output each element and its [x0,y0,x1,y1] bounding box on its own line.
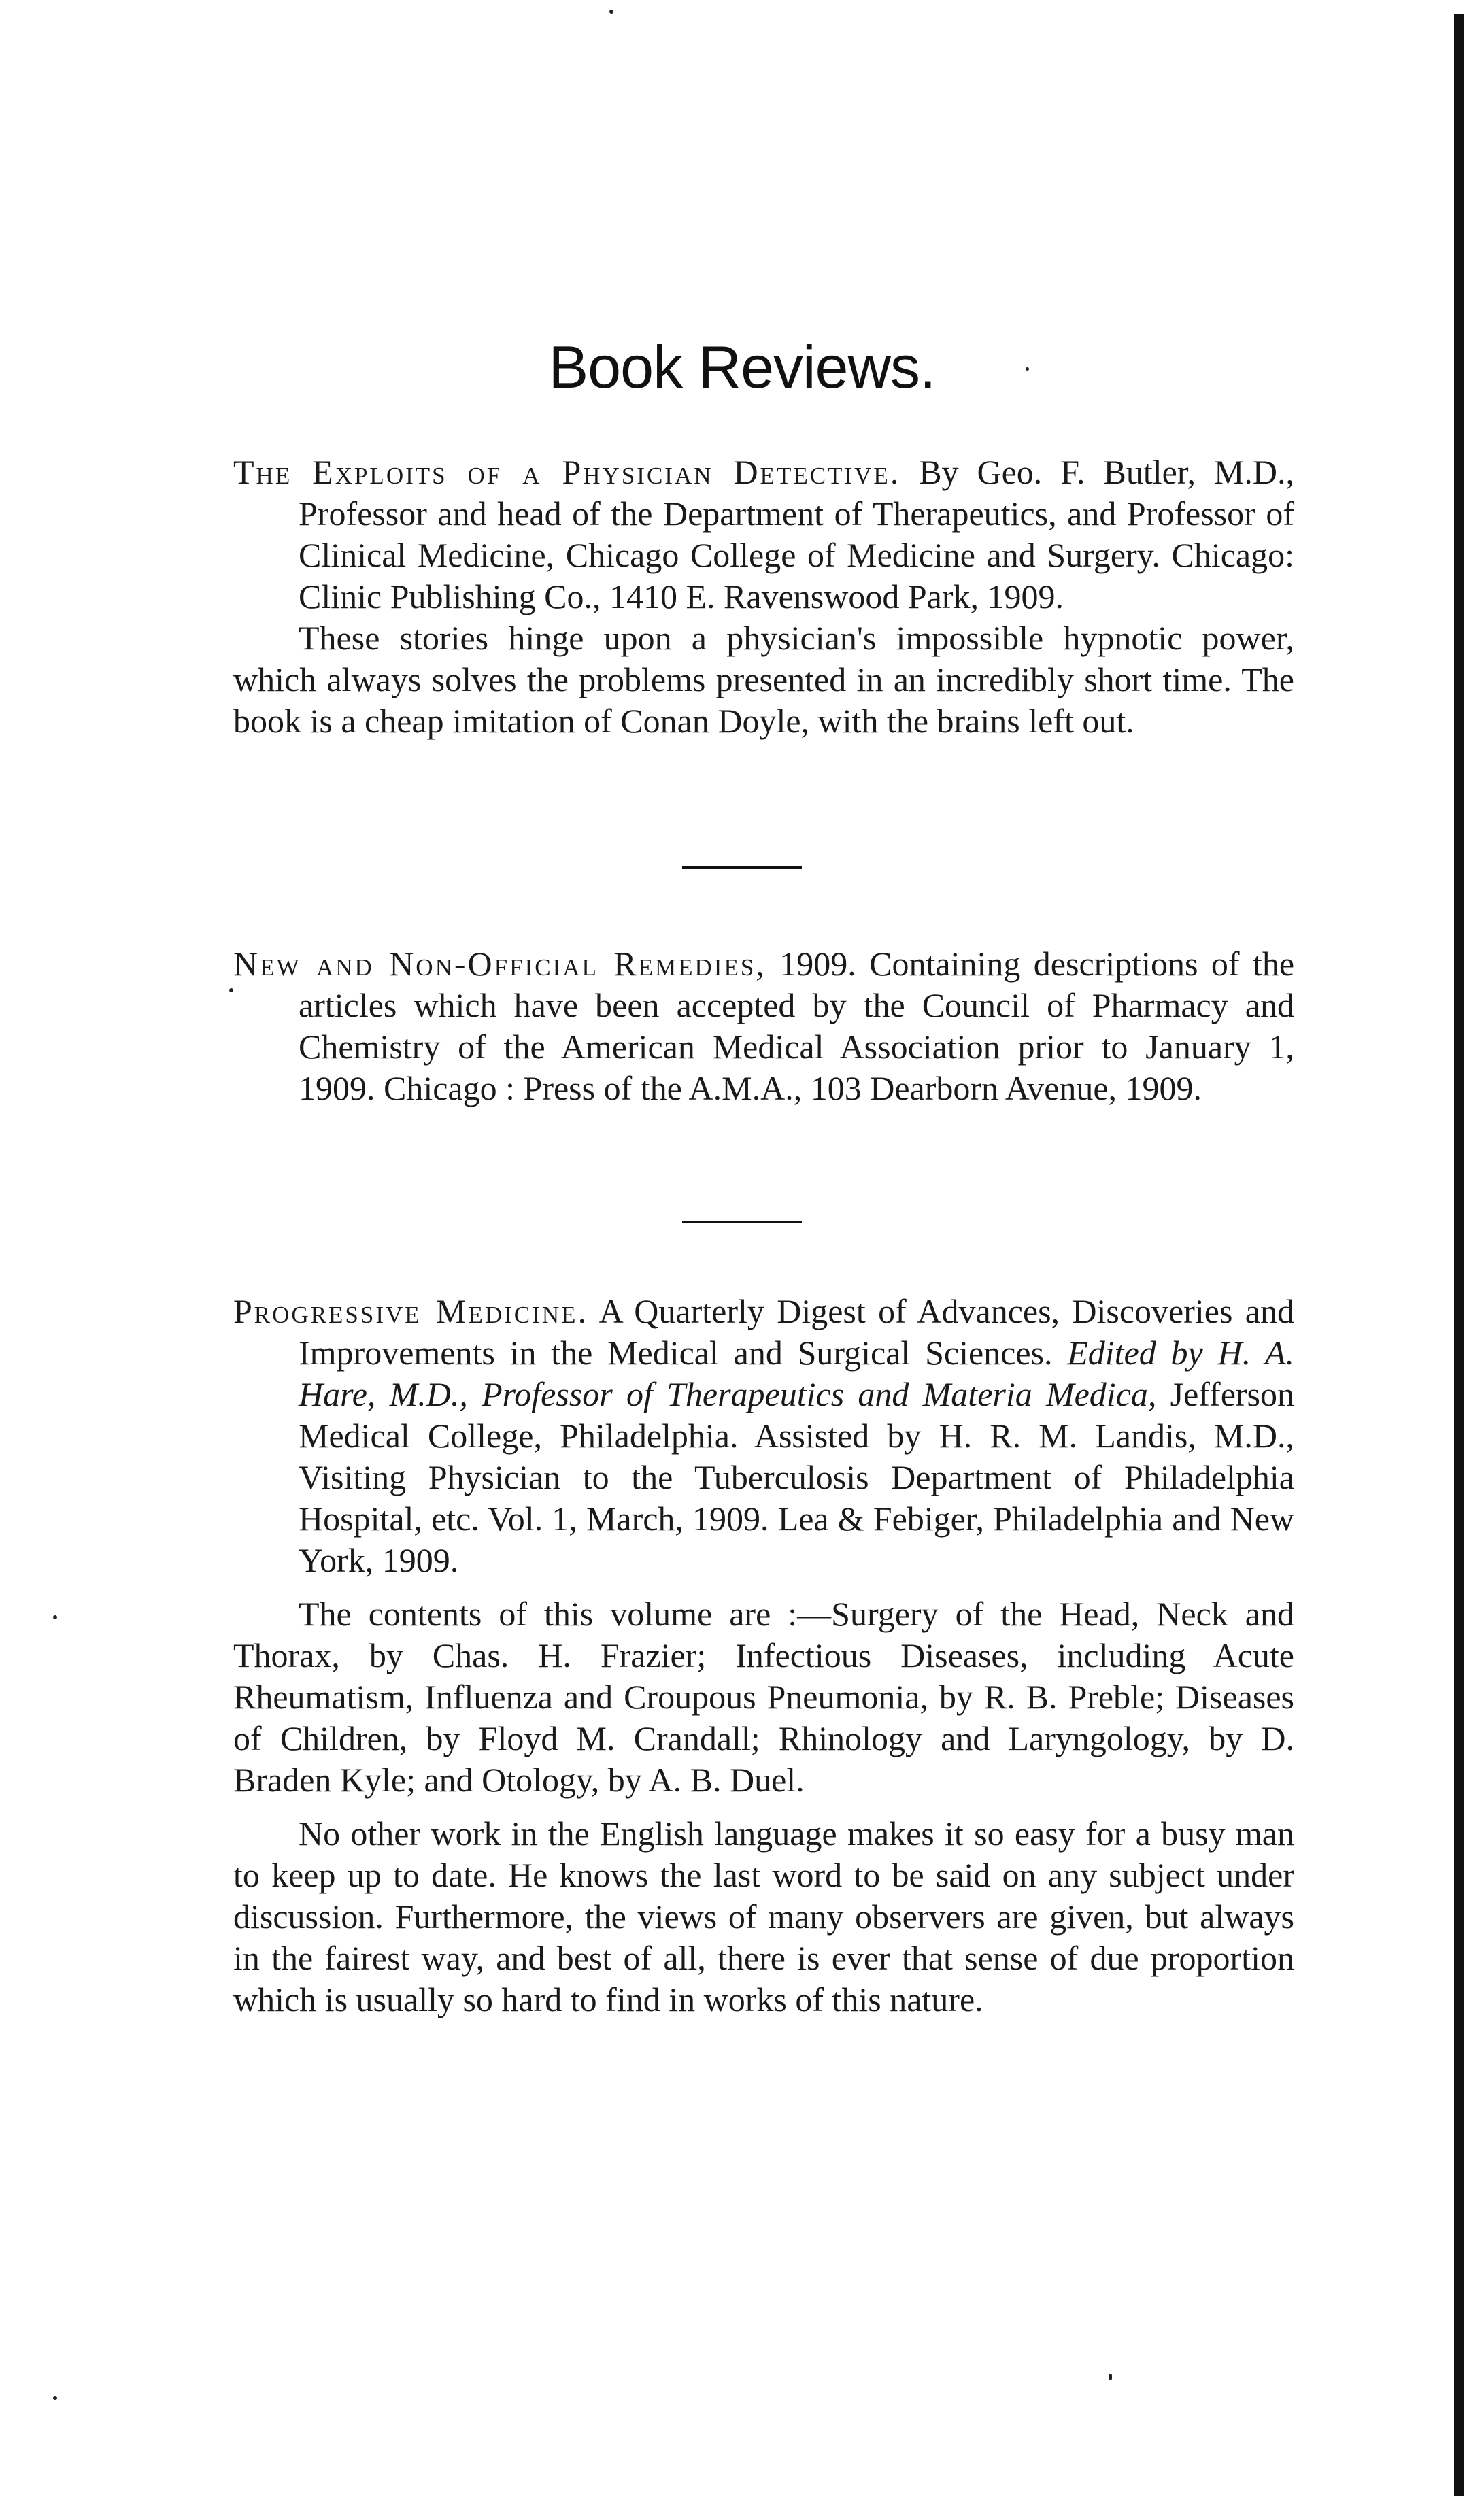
section-divider [682,1221,802,1223]
book-title: New and Non-Official Remedies, [233,945,766,983]
book-title: The Exploits of a Physician Detective. [233,453,901,491]
review-progressive-medicine [233,1291,1294,2021]
print-speck [53,1615,57,1619]
review-paragraph: No other work in the English language makes it so easy for a busy man to keep up to date. He knows the last word to be said on any subject under discussion. Furthermore, the views of many observers are given, but always in the fairest way, and best of all, there is ever that sense of due proportion which is usually so hard to find in works of this nature. [233,1814,1294,2018]
review-citation [233,1291,1294,1581]
citation-details: Jefferson Medical College, Philadelphia. Assisted by H. R. M. Landis, M.D., Visiting Physician to the Tuberculosis Department of Philadelphia Hospital, etc. Vol. 1, March, 1909. Lea & Febiger, Philadelphia and New York, 1909. [299,1375,1294,1579]
citation-details: A Quarterly Digest of Advances, Discoveries and Improvements in the Medical and Surgical Sciences. [299,1292,1295,1372]
citation-details: By Geo. F. Butler, M.D., Professor and head of the Department of Therapeutics, and Professor of Clinical Medicine, Chicago College of Medicine and Surgery. Chicago: Clinic Publishing Co., 1410 E. Ravenswood Park, 1909. [299,453,1294,615]
print-speck [609,10,613,14]
review-non-official-remedies [233,943,1294,1109]
review-paragraph: The contents of this volume are :—Surgery of the Head, Neck and Thorax, by Chas. H. Frazier; Infectious Diseases, including Acute Rheumatism, Influenza and Croupous Pneumonia, by R. B. Preble; Diseases of Children, by Floyd M. Crandall; Rhinology and Laryngology, by D. Braden Kyle; and Otology, by A. B. Duel. [233,1595,1294,1799]
section-divider [682,866,802,869]
print-speck [53,2396,57,2400]
print-speck [1109,2374,1112,2380]
review-citation [233,943,1294,1109]
citation-editor: Edited by H. A. Hare, M.D., Professor of Therapeutics and Materia Medica, [299,1334,1294,1413]
review-physician-detective [233,452,1294,742]
citation-details: 1909. Containing descriptions of the articles which have been accepted by the Council of Pharmacy and Chemistry of the American Medical Association prior to January 1, 1909. Chicago : Press of the A.M.A., 103 Dearborn Avenue, 1909. [299,945,1295,1107]
review-citation [233,452,1294,618]
page-title: Book Reviews. [548,333,936,401]
review-paragraph: These stories hinge upon a physician's impossible hypnotic power, which always solves the problems presented in an incredibly short time. The book is a cheap imitation of Conan Doyle, with the brains left out. [233,619,1294,740]
book-title: Progressive Medicine. [233,1292,588,1330]
